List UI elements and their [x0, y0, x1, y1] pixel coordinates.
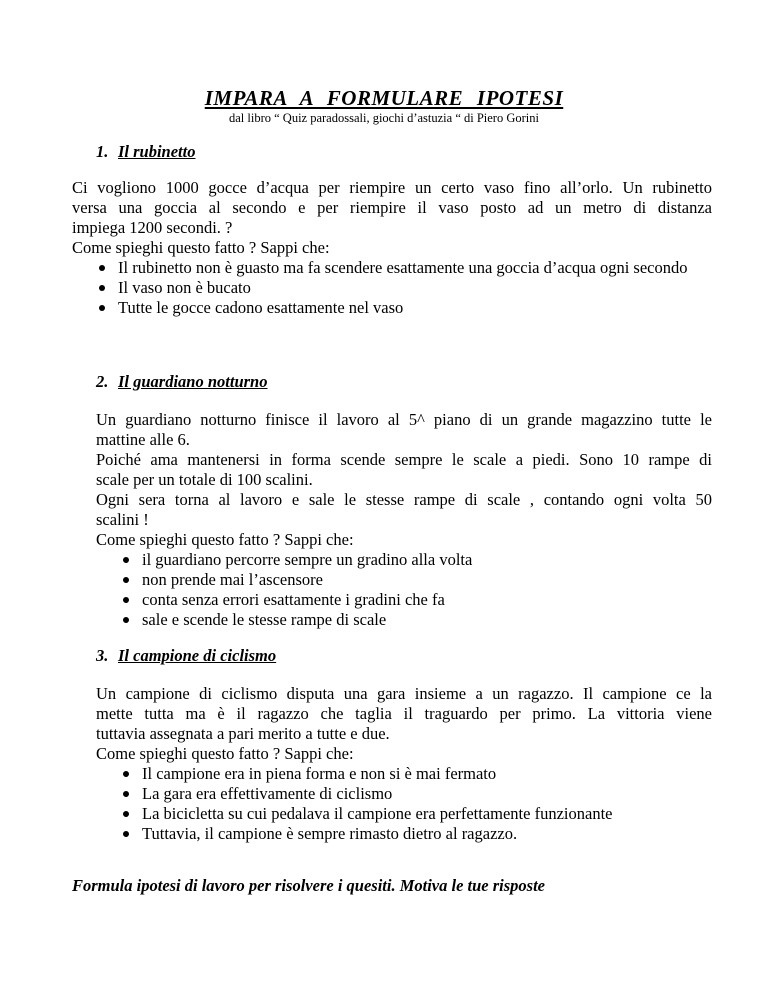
document-title: IMPARA A FORMULARE IPOTESI [204, 86, 564, 110]
list-item: Il vaso non è bucato [96, 278, 712, 298]
paragraph-line: scale per un totale di 100 scalini. [96, 470, 313, 489]
paragraph-line: mette tutta ma è il ragazzo che taglia il traguardo per primo. La vittoria viene [96, 704, 712, 723]
paragraph-line: Un guardiano notturno finisce il lavoro al 5^ piano di un grande magazzino tutte le [96, 410, 712, 429]
list-item: Il rubinetto non è guasto ma fa scendere esattamente una goccia d’acqua ogni secondo [96, 258, 712, 278]
paragraph-line: Un campione di ciclismo disputa una gara insieme a un ragazzo. Il campione ce la [96, 684, 712, 703]
paragraph-line: scalini ! [96, 510, 149, 529]
paragraph-line: Ogni sera torna al lavoro e sale le stesse rampe di scale , contando ogni volta 50 [96, 490, 712, 509]
section-title: Il guardiano notturno [118, 372, 268, 391]
list-item: La gara era effettivamente di ciclismo [120, 784, 712, 804]
list-item: La bicicletta su cui pedalava il campione era perfettamente funzionante [120, 804, 712, 824]
list-item: sale e scende le stesse rampe di scale [120, 610, 712, 630]
list-item: non prende mai l’ascensore [120, 570, 712, 590]
section-heading-rubinetto [96, 142, 195, 162]
list-item: Tuttavia, il campione è sempre rimasto dietro al ragazzo. [120, 824, 712, 844]
section-heading-campione [96, 646, 276, 666]
section-paragraph [72, 178, 712, 258]
section-paragraph [96, 410, 712, 550]
section-paragraph [96, 684, 712, 764]
bullet-list [120, 550, 712, 630]
paragraph-line: versa una goccia al secondo e per riempire il vaso posto ad un metro di distanza [72, 198, 712, 217]
list-item: Tutte le gocce cadono esattamente nel vaso [96, 298, 712, 318]
paragraph-line: Come spieghi questo fatto ? Sappi che: [96, 744, 354, 763]
section-number: 1. [96, 142, 109, 161]
paragraph-line: tuttavia assegnata a pari merito a tutte e due. [96, 724, 390, 743]
section-number: 2. [96, 372, 109, 391]
list-item: Il campione era in piena forma e non si è mai fermato [120, 764, 712, 784]
paragraph-line: Poiché ama mantenersi in forma scende sempre le scale a piedi. Sono 10 rampe di [96, 450, 712, 469]
section-number: 3. [96, 646, 109, 665]
list-item: il guardiano percorre sempre un gradino alla volta [120, 550, 712, 570]
closing-instruction: Formula ipotesi di lavoro per risolvere i quesiti. Motiva le tue risposte [72, 876, 545, 895]
bullet-list [96, 258, 712, 318]
paragraph-line: Come spieghi questo fatto ? Sappi che: [72, 238, 330, 257]
section-title: Il rubinetto [118, 142, 196, 161]
paragraph-line: Ci vogliono 1000 gocce d’acqua per riempire un certo vaso fino all’orlo. Un rubinetto [72, 178, 712, 197]
section-heading-guardiano [96, 372, 267, 392]
document-subtitle: dal libro “ Quiz paradossali, giochi d’astuzia “ di Piero Gorini [229, 111, 539, 125]
bullet-list [120, 764, 712, 844]
paragraph-line: Come spieghi questo fatto ? Sappi che: [96, 530, 354, 549]
list-item: conta senza errori esattamente i gradini che fa [120, 590, 712, 610]
paragraph-line: impiega 1200 secondi. ? [72, 218, 233, 237]
section-title: Il campione di ciclismo [118, 646, 277, 665]
paragraph-line: mattine alle 6. [96, 430, 190, 449]
